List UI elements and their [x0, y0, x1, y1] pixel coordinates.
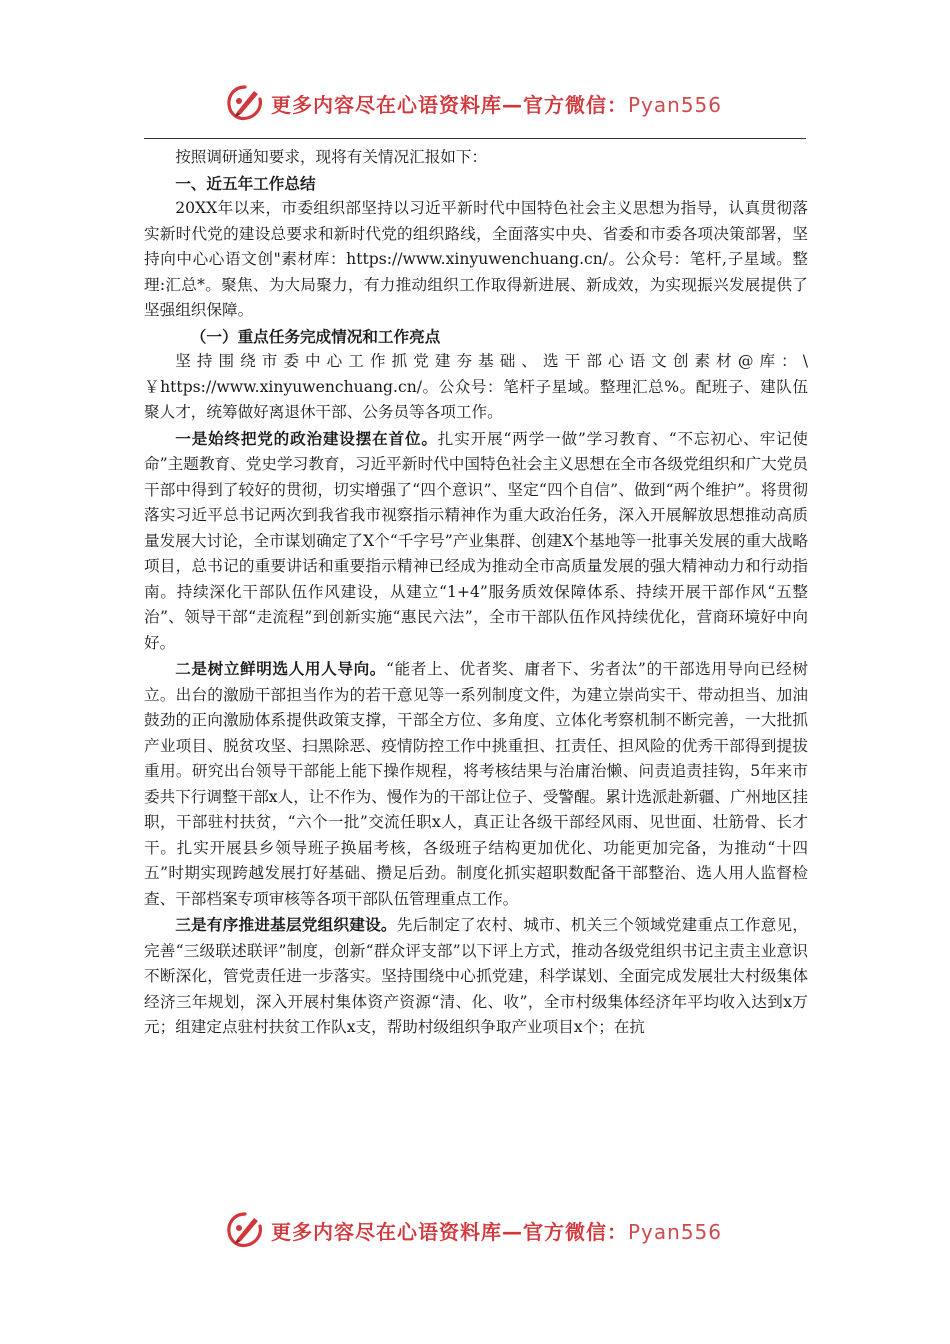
- body-political-building: 扎实开展“两学一做”学习教育、“不忘初心、牢记使命”主题教育、党史学习教育，习近平新时代中国特色社会主义思想在全市各级党组织和广大党员干部中得到了较好的贯彻，切实增强了“四个意识”、坚定“四个自信”、做到“两个维护”。将贯彻落实习近平总书记两次到我省我市视察指示精神作为重大政治任务，深入开展解放思想推动高质量发展大讨论，全市谋划确定了X个“千字号”产业集群、创建X个基地等一批事关发展的重大战略项目，总书记的重要讲话和重要指示精神已经成为推动全市高质量发展的强大精神动力和行动指南。持续深化干部队伍作风建设，从建立“1+4”服务质效保障体系、持续开展干部作风“五整治”、领导干部“走流程”到创新实施“惠民六法”，全市干部队伍作风持续优化，营商环境好中向好。: [144, 429, 808, 652]
- paragraph-overview: 坚持围绕市委中心工作抓党建夯基础、选干部心语文创素材@库：\￥https://www.xinyuwenchuang.cn/。公众号：笔杆子星域。整理汇总%。配班子、建队伍聚人才，统筹做好离退休干部、公务员等各项工作。: [144, 352, 808, 421]
- brush-pen-logo-icon: [225, 83, 265, 123]
- section-heading: 一、近五年工作总结: [175, 173, 316, 193]
- paragraph-summary: 20XX年以来，市委组织部坚持以习近平新时代中国特色社会主义思想为指导，认真贯彻落实新时代党的建设总要求和新时代党的组织路线，全面落实中央、省委和市委各项决策部署，坚持向中心心语文创"素材库：https://www.xinyuwenchuang.cn/。公众号：笔杆,子星域。整理:汇总*。聚焦、为大局聚力，有力推动组织工作取得新进展、新成效，为实现振兴发展提供了坚强组织保障。: [144, 199, 808, 319]
- lead-cadre-selection: 二是树立鲜明选人用人导向。: [175, 659, 387, 678]
- banner-main-text: 更多内容尽在心语资料库—官方微信：: [271, 1219, 628, 1244]
- brush-pen-logo-icon: [225, 1210, 265, 1250]
- body-grassroots: 先后制定了农村、城市、机关三个领域党建重点工作意见，完善“三级联述联评”制度，创新“群众评支部”以下评上方式，推动各级党组织书记主责主业意识不断深化，管党责任进一步落实。坚持围绕中心抓党建，科学谋划、全面完成发展壮大村级集体经济三年规划，深入开展村集体资产资源“清、化、收”，全市村级集体经济年平均收入达到x万元；组建定点驻村扶贫工作队x支，帮助村级组织争取产业项目x个；在抗: [144, 916, 808, 1036]
- paragraph-grassroots: [144, 912, 808, 1041]
- header-divider: [144, 138, 806, 139]
- banner-main-text: 更多内容尽在心语资料库—官方微信：: [271, 92, 628, 117]
- lead-political-building: 一是始终把党的政治建设摆在首位。: [175, 428, 438, 448]
- banner-wechat-id: Pyan556: [628, 92, 723, 117]
- paragraph-cadre-selection: [144, 656, 808, 912]
- body-cadre-selection: “能者上、优者奖、庸者下、劣者汰”的干部选用导向已经树立。出台的激励干部担当作为的若干意见等一系列制度文件，为建立崇尚实干、带动担当、加油鼓劲的正向激励体系提供政策支撑，干部全方位、多角度、立体化考察机制不断完善，一大批抓产业项目、脱贫攻坚、扫黑除恶、疫情防控工作中挑重担、扛责任、担风险的优秀干部得到提拔重用。研究出台领导干部能上能下操作规程，将考核结果与治庸治懒、问责追责挂钩，5年来市委共下行调整干部x人，让不作为、慢作为的干部让位子、受警醒。累计选派赴新疆、广州地区挂职，干部驻村扶贫，“六个一批”交流任职x人，真正让各级干部经风雨、见世面、壮筋骨、长才干。扎实开展县乡领导班子换届考核，各级班子结构更加优化、功能更加完备，为推动“十四五”时期实现跨越发展打好基础、攒足后劲。制度化抓实超职数配备干部整治、选人用人监督检查、干部档案专项审核等各项干部队伍管理重点工作。: [144, 660, 808, 908]
- banner-text: [271, 89, 722, 118]
- header-banner: [225, 78, 745, 128]
- banner-wechat-id: Pyan556: [628, 1219, 723, 1244]
- footer-banner: [225, 1205, 745, 1255]
- lead-grassroots: 三是有序推进基层党组织建设。: [175, 915, 397, 934]
- document-body: [144, 145, 808, 1041]
- paragraph-political-building: [144, 426, 808, 657]
- intro-paragraph: 按照调研通知要求，现将有关情况汇报如下：: [175, 148, 488, 166]
- subsection-heading: （一）重点任务完成情况和工作亮点: [190, 326, 441, 346]
- banner-text: [271, 1216, 722, 1245]
